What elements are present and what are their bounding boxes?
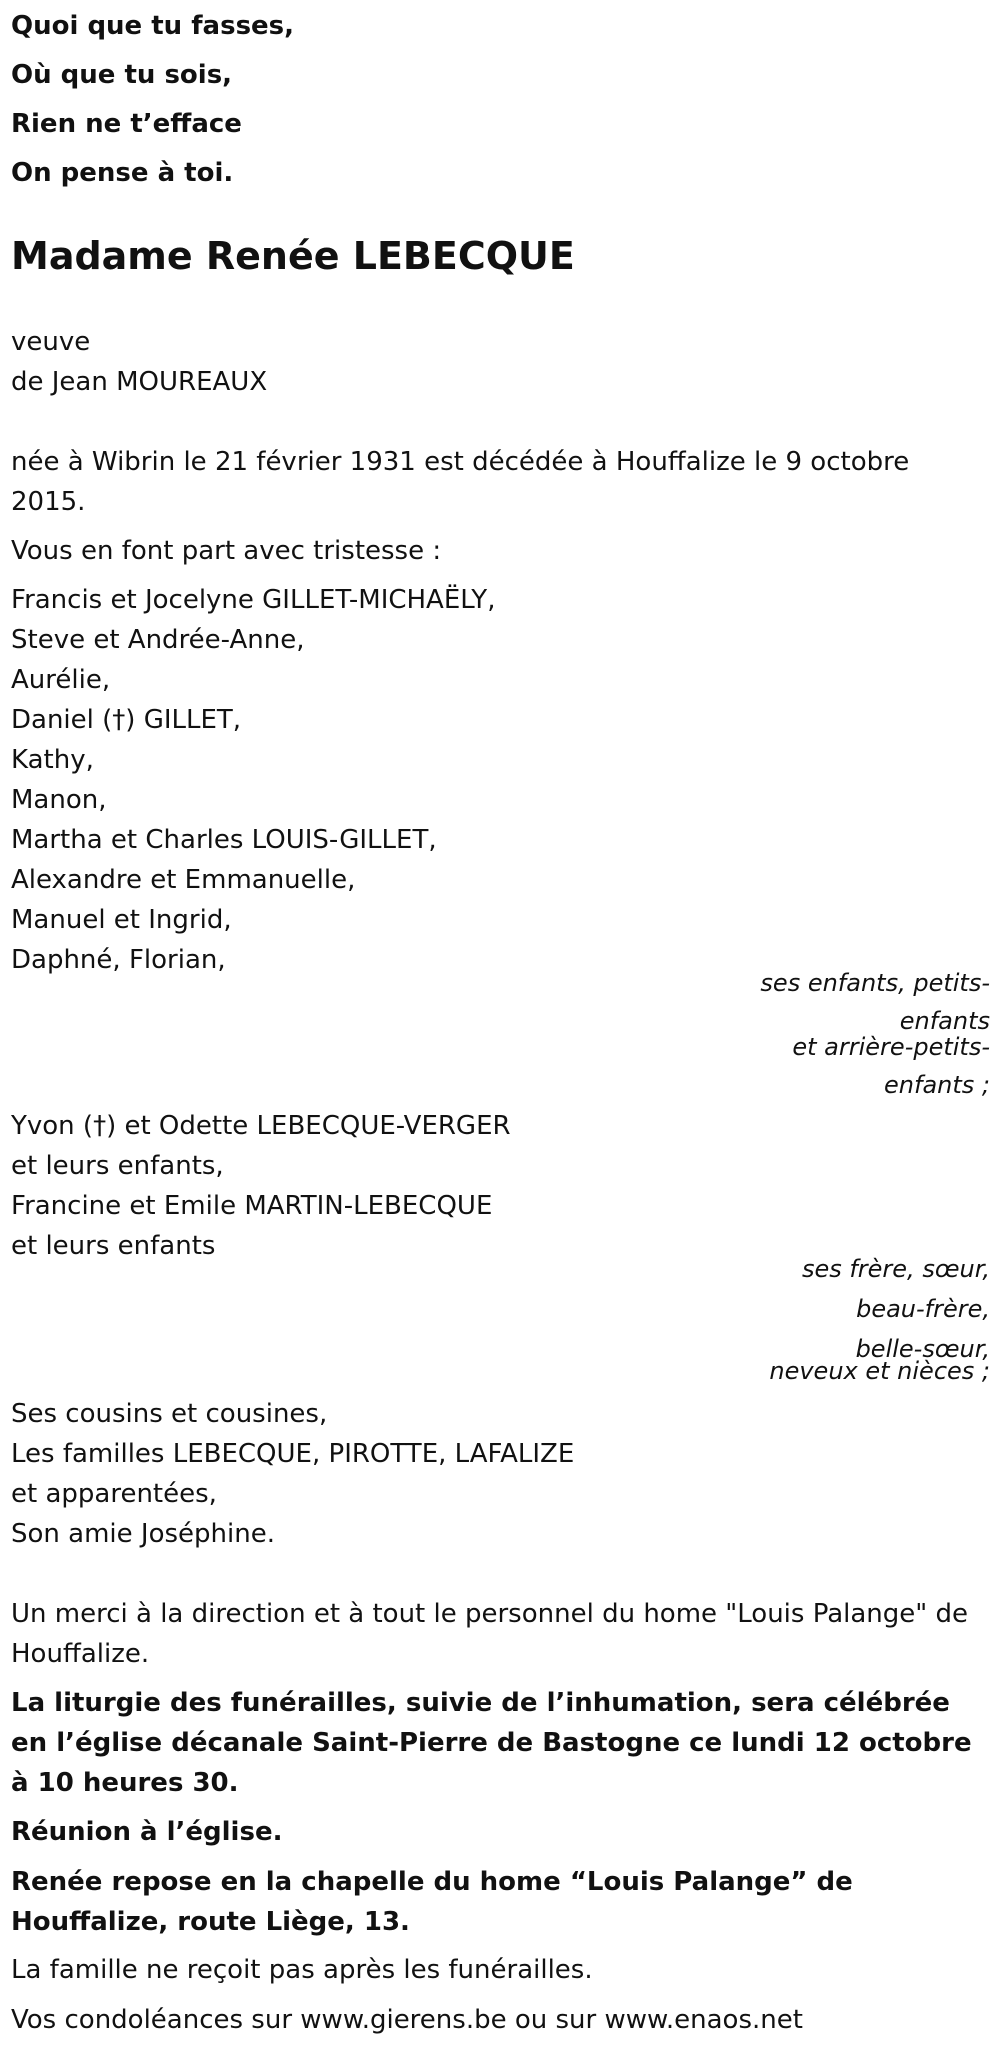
funeral-text: La liturgie des funérailles, suivie de l’inhumation, sera célébrée en l’église décanale Saint-Pierre de Bastogne ce lundi 12 octobre à 10 heures 30. [11,1688,972,1798]
deceased-name: Madame Renée LEBECQUE [11,234,575,278]
family-member: et apparentées, [11,1479,217,1509]
poem-line: Où que tu sois, [11,60,233,90]
widow-status [11,322,991,402]
family-member: Aurélie, [11,665,111,695]
repose-text: Renée repose en la chapelle du home “Louis Palange” de Houffalize, route Liège, 13. [11,1867,853,1937]
family-member: Francine et Emile MARTIN-LEBECQUE [11,1191,493,1221]
relation-line: neveux et nièces ; [769,1357,990,1385]
family-member: Francis et Jocelyne GILLET-MICHAËLY, [11,585,496,615]
family-member: Steve et Andrée-Anne, [11,625,305,655]
thanks-text: Un merci à la direction et à tout le personnel du home "Louis Palange" de Houffalize. [11,1599,969,1669]
family-member: Ses cousins et cousines, [11,1399,328,1429]
family-siblings [11,1106,991,1266]
family-member: Les familles LEBECQUE, PIROTTE, LAFALIZE [11,1439,575,1469]
announce-text: Vous en font part avec tristesse : [11,536,442,566]
family-member: Manon, [11,785,107,815]
relation-line: ses enfants, petits- [760,969,990,997]
family-member: et leurs enfants, [11,1151,224,1181]
family-member: Yvon (†) et Odette LEBECQUE-VERGER [11,1111,511,1141]
relation-line: enfants [899,1007,990,1035]
relation-line: et arrière-petits- [792,1033,990,1061]
family-member: Alexandre et Emmanuelle, [11,865,356,895]
family-member: Kathy, [11,745,94,775]
poem-line: Rien ne t’efface [11,109,242,139]
relation-line: ses frère, sœur, [801,1255,990,1283]
relation-line: enfants ; [884,1071,990,1099]
relation-children [730,970,990,1098]
relation-siblings [730,1256,990,1384]
relation-line: belle-sœur, [855,1335,990,1363]
family-others [11,1394,991,1554]
reunion-text: Réunion à l’église. [11,1817,283,1847]
poem-line: On pense à toi. [11,158,234,188]
poem-line: Quoi que tu fasses, [11,11,295,41]
family-children [11,580,991,980]
condolences-text: Vos condoléances sur www.gierens.be ou sur www.enaos.net [11,2005,803,2035]
status-line: de Jean MOUREAUX [11,367,268,397]
no-reception-text: La famille ne reçoit pas après les funérailles. [11,1955,593,1985]
relation-line: beau-frère, [856,1295,990,1323]
family-member: Martha et Charles LOUIS-GILLET, [11,825,437,855]
family-member: Daphné, Florian, [11,945,226,975]
poem [11,6,294,202]
family-member: Daniel (†) GILLET, [11,705,242,735]
family-member: Son amie Joséphine. [11,1519,275,1549]
family-member: Manuel et Ingrid, [11,905,232,935]
birth-death-text: née à Wibrin le 21 février 1931 est décédée à Houffalize le 9 octobre 2015. [11,447,910,517]
family-member: et leurs enfants [11,1231,216,1261]
status-line: veuve [11,327,91,357]
